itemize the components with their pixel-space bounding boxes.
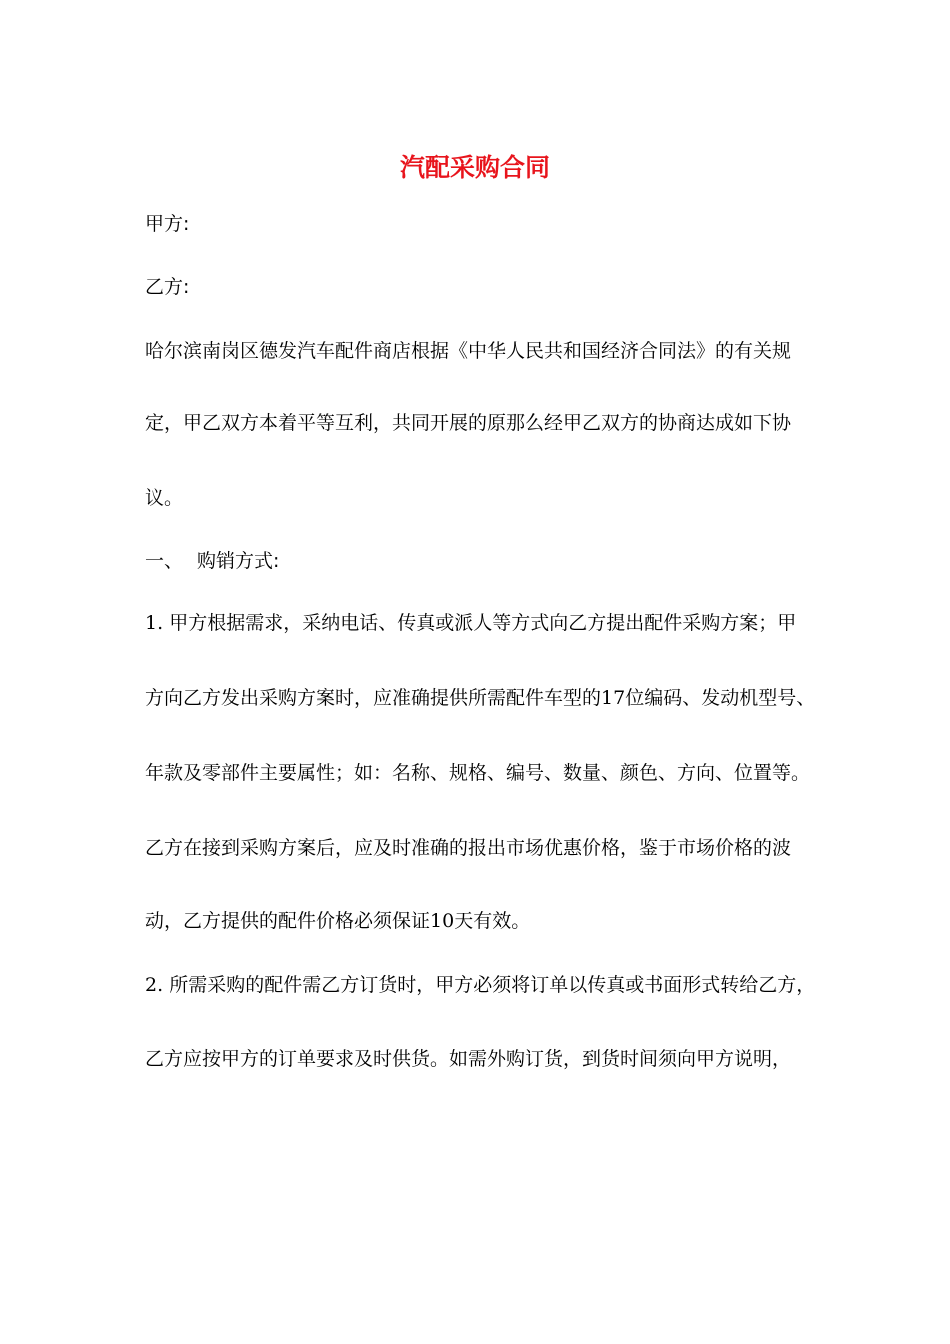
item-1-text-5b: 天有效。 (454, 910, 531, 932)
item-2-line-1 (145, 971, 815, 999)
item-1-number: 1. (145, 612, 164, 634)
item-1-line-3: 年款及零部件主要属性；如：名称、规格、编号、数量、颜色、方向、位置等。 (145, 762, 811, 784)
item-1-text-2a: 方向乙方发出采购方案时，应准确提供所需配件车型的 (145, 687, 602, 709)
intro-line-2: 定，甲乙双方本着平等互利，共同开展的原那么经甲乙双方的协商达成如下协 (145, 412, 792, 434)
party-b-label: 乙方: (145, 276, 190, 298)
intro-line-3: 议。 (145, 487, 184, 509)
item-2-number: 2. (145, 974, 164, 996)
item-1-line-2 (145, 684, 815, 712)
item-1-text-5a: 动，乙方提供的配件价格必须保证 (145, 910, 431, 932)
item-2-line-2: 乙方应按甲方的订单要求及时供货。如需外购订货，到货时间须向甲方说明， (145, 1048, 792, 1070)
item-1-valid-days: 10 (430, 910, 455, 932)
item-1-line-4: 乙方在接到采购方案后，应及时准确的报出市场优惠价格，鉴于市场价格的波 (145, 837, 792, 859)
item-1-code-digits: 17 (601, 687, 626, 709)
item-1-line-1 (145, 609, 796, 637)
section-1-number: 一、 (145, 550, 184, 572)
section-1-heading (145, 547, 279, 575)
section-1-title: 购销方式: (197, 550, 280, 572)
party-a-label: 甲方: (145, 213, 190, 235)
item-1-text-1: 甲方根据需求，采纳电话、传真或派人等方式向乙方提出配件采购方案；甲 (169, 612, 797, 634)
item-2-text-1: 所需采购的配件需乙方订货时，甲方必须将订单以传真或书面形式转给乙方， (169, 974, 816, 996)
document-title: 汽配采购合同 (399, 153, 550, 182)
item-1-line-5 (145, 907, 530, 935)
intro-line-1: 哈尔滨南岗区德发汽车配件商店根据《中华人民共和国经济合同法》的有关规 (145, 340, 792, 362)
item-1-text-2b: 位编码、发动机型号、 (625, 687, 816, 709)
